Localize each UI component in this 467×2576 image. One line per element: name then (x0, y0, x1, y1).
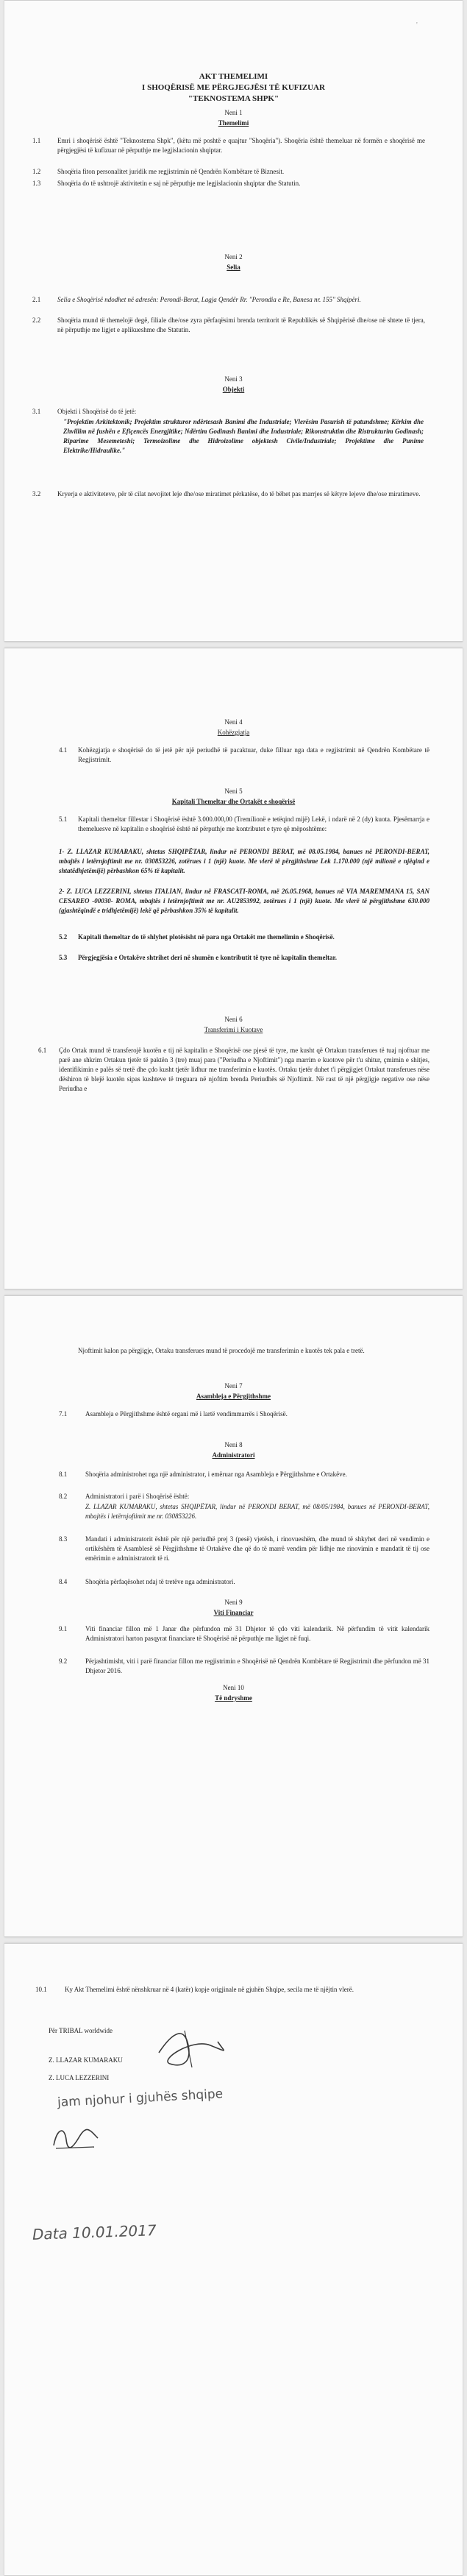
article-title: Kohëzgjatja (217, 729, 250, 736)
article-number: Neni 7 (224, 1382, 243, 1390)
signature-1 (151, 2023, 232, 2075)
article-number: Neni 9 (224, 1599, 243, 1606)
clause-number: 8.3 (59, 1535, 68, 1543)
clause-number: 1.3 (32, 180, 41, 187)
clause-number: 10.1 (35, 1986, 47, 1993)
administrator-details: Z. LLAZAR KUMARAKU, shtetas SHQIPËTAR, lindur në PERONDI BERAT, më 08/05/1984, banues në PERONDI-BERAT, mbajtës i letërnjoftimit me nr. 030853226. (85, 1503, 429, 1520)
clause-number: 9.2 (59, 1657, 68, 1665)
article-title: Transferimi i Kuotave (204, 1026, 263, 1033)
clause-text: Kapitali themeltar fillestar i Shoqërisë është 3.000.000,00 (Tremilionë e tetëqind mijë) Lekë, i ndarë në 2 (dy) kuota. Pjesëmarrja e themeluesve në kapitalin e shoqërisë është në përputhje me kontributet e tyre që mëposhtëme: (78, 815, 429, 832)
business-object-list: "Projektim Arkitektonik; Projektim strukturor ndërtesash Banimi dhe Industriale; Vlerësim Pasurish të patundshme; Kërkim dhe Zhvillim në fushën e Efiçencës Energjitike; Ndërtim Godinash Banimi dhe Industriale; Rikonstruktim dhe Ristrukturim Godinash; Riparime Mesemeteshi; Termoizolime dhe Hidroizolime objektesh Civile/Industriale; Projektime dhe Punime Elektrike/Hidraulike." (63, 418, 424, 454)
signature-2 (50, 2123, 101, 2153)
clause-number: 4.1 (59, 746, 68, 754)
clause-text: Kapitali themeltar do të shlyhet plotësisht në para nga Ortakët me themelimin e Shoqërisë. (78, 933, 335, 941)
document-page-2 (4, 648, 463, 1289)
clause-text: Shoqëria përfaqësohet ndaj të tretëve nga administratori. (85, 1578, 235, 1585)
clause-text: Shoqëria fiton personalitet juridik me regjistrimin në Qendrën Kombëtare të Biznesit. (57, 168, 285, 175)
clause-number: 9.1 (59, 1625, 68, 1632)
article-number: Neni 1 (224, 109, 243, 116)
clause-text: Kohëzgjatja e shoqërisë do të jetë për një periudhë të pacaktuar, duke filluar nga data e regjistrimit në Qendrën Kombëtare të Regjistrimit. (78, 746, 429, 763)
clause-text: Shoqëria administrohet nga një administrator, i emëruar nga Asambleja e Përgjithshme e Ortakëve. (85, 1471, 347, 1478)
clause-text: Përjashtimisht, viti i parë financiar fillon me regjistrimin e Shoqërisë në Qendrën Kombëtare të Regjistrimit dhe përfundon më 31 Dhjetor 2016. (85, 1657, 429, 1674)
article-title: Viti Financiar (213, 1609, 254, 1616)
handwritten-note: jam njohur i gjuhës shqipe (57, 2087, 224, 2110)
company-name: "TEKNOSTEMA SHPK" (188, 94, 279, 103)
clause-text: Viti financiar fillon më 1 Janar dhe përfundon më 31 Dhjetor të çdo viti kalendarik. Në përfundim të vitit kalendarik Administratori harton pasqyrat financiare të Shoqërisë në përputhje me ligjet në fuqi. (85, 1625, 429, 1642)
clause-text: Administratori i parë i Shoqërisë është: (85, 1493, 190, 1500)
clause-text: Ky Akt Themelimi është nënshkruar në 4 (katër) kopje origjinale në gjuhën Shqipe, secila me të njëjtin vlerë. (65, 1986, 354, 1993)
article-title: Asambleja e Përgjithshme (196, 1393, 271, 1400)
article-number: Neni 2 (224, 253, 243, 261)
clause-number: 2.1 (32, 296, 41, 303)
document-title: AKT THEMELIMI (199, 72, 268, 81)
handwritten-date: Data 10.01.2017 (32, 2221, 157, 2243)
clause-number: 7.1 (59, 1410, 68, 1418)
article-title: Kapitali Themeltar dhe Ortakët e shoqërisë (171, 798, 296, 805)
article-title: Objekti (222, 386, 245, 393)
clause-number: 6.1 (38, 1047, 47, 1054)
signatory-name: Z. LUCA LEZZERINI (49, 2074, 110, 2081)
document-subtitle: I SHOQËRISË ME PËRGJEGJËSI TË KUFIZUAR (142, 83, 325, 92)
signatory-name: Z. LLAZAR KUMARAKU (49, 2056, 123, 2064)
clause-number: 3.2 (32, 490, 41, 498)
article-number: Neni 3 (224, 375, 243, 383)
clause-text: Emri i shoqërisë është "Teknostema Shpk", (këtu më poshtë e quajtur "Shoqëria"). Shoqëria është themeluar në formën e shoqërisë me përgjegjësi të kufizuar në përputhje me legjislacionin shqiptar. (57, 137, 425, 154)
clause-text: Mandati i administratorit është për një periudhë prej 3 (pesë) vjetësh, i rinovueshëm, dhe mund të shkyhet deri në vendimin e ortikëshëm të Asamblesë së Përgjithshme të Ortakëve dhe që do të marrë vendim për lidhje me rinovimin e mandatit të tij ose emërimin e administratorit të ri. (85, 1535, 429, 1562)
clause-text: Objekti i Shoqërisë do të jetë: (57, 408, 137, 415)
shareholder-2: 2- Z. LUCA LEZZERINI, shtetas ITALIAN, lindur në FRASCATI-ROMA, më 26.05.1968, banues në VIA MAREMMANA 15, SAN CESAREO -00030- ROMA, mbajtës i letërnjoftimit me nr. AU2853992, zotërues i 1 (një) kuote. Me vlerë të përgjithshme 630.000 (gjashtëqindë e tridhjetëmijë) lekë që përbashkon 35% të kapitalit. (59, 888, 429, 914)
clause-number: 1.2 (32, 168, 41, 175)
article-title: Administratori (212, 1451, 255, 1459)
clause-number: 2.2 (32, 316, 41, 324)
signatory-org: Për TRIBAL worldwide (49, 2027, 113, 2034)
clause-continuation: Njoftimit kalon pa përgjigje, Ortaku transferues mund të procedojë me transferimin e kuotës tek pala e tretë. (78, 1347, 365, 1354)
clause-text: Shoqëria do të ushtrojë aktivitetin e saj në përputhje me legjislacionin shqiptar dhe Statutin. (57, 180, 301, 187)
clause-number: 8.1 (59, 1471, 68, 1478)
clause-text: Shoqëria mund të themelojë degë, filiale dhe/ose zyra përfaqësimi brenda territorit të Republikës së Shqipërisë dhe/ose në shtete të tjera, në përputhje me ligjet e aplikueshme dhe Statutin. (57, 316, 425, 333)
article-number: Neni 8 (224, 1441, 243, 1448)
article-title: Selia (227, 263, 240, 271)
article-number: Neni 4 (224, 718, 243, 726)
article-number: Neni 10 (223, 1684, 244, 1691)
document-page-1 (4, 0, 463, 642)
document-page-3 (4, 1295, 463, 1937)
article-title: Themelimi (218, 119, 249, 127)
shareholder-1: 1- Z. LLAZAR KUMARAKU, shtetas SHQIPËTAR, lindur në PERONDI BERAT, më 08.05.1984, banues në PERONDI-BERAT, mbajtës i letërnjoftimit me nr. 030853226, zotërues i 1 (një) kuote. Me vlerë të përgjithshme Lek 1.170.000 (një milionë e njëqind e shtatëdhjetëmijë) përbashkon 65% të kapitalit. (59, 848, 429, 874)
clause-text: Asambleja e Përgjithshme është organi më i lartë vendimmarrës i Shoqërisë. (85, 1410, 288, 1418)
clause-number: 8.4 (59, 1578, 68, 1585)
clause-number: 1.1 (32, 137, 41, 144)
clause-text: Përgjegjësia e Ortakëve shtrihet deri në shumën e kontributit të tyre në kapitalin themeltar. (78, 954, 337, 961)
page-mark: ' (416, 21, 418, 29)
clause-text: Kryerja e aktiviteteve, për të cilat nevojitet leje dhe/ose miratimet përkatëse, do të bëhet pas marrjes së këtyre lejeve dhe/ose miratimeve. (57, 490, 421, 498)
clause-text: Selia e Shoqërisë ndodhet në adresën: Perondi-Berat, Lagja Qendër Rr. "Perondia e Re, Banesa nr. 155" Shqipëri. (57, 296, 361, 303)
article-title: Të ndryshme (215, 1694, 252, 1702)
clause-number: 5.1 (59, 815, 68, 823)
clause-number: 8.2 (59, 1493, 68, 1500)
article-number: Neni 6 (224, 1016, 243, 1023)
clause-number: 3.1 (32, 408, 41, 415)
clause-number: 5.3 (59, 954, 68, 961)
clause-text: Çdo Ortak mund të transferojë kuotën e tij në kapitalin e Shoqërisë ose pjesë të tyre, me kusht që Ortakun transferues të tuaj njoftuar me parë ane shkrim Ortakun tjetër të paktën 3 (tre) muaj para ("Periudha e Njoftimit") nga marrim e kuotove për t'u shitur, çmimin e shitjes, identifikimin e palës së tretë dhe çdo kusht tjetër lidhur me transferimin e kuotës. Ortaku tjetër duhet t'i përgjigjet Ortakut transferues nëse dëshiron të blejë kuotën sipas kushteve të treguara në njoftim brenda Periudhës së Njoftimit. Në rast të një përgjigje negative ose nëse Periudha e (59, 1047, 429, 1092)
article-number: Neni 5 (224, 788, 243, 795)
document-page-4 (4, 1943, 463, 2576)
clause-number: 5.2 (59, 933, 68, 941)
